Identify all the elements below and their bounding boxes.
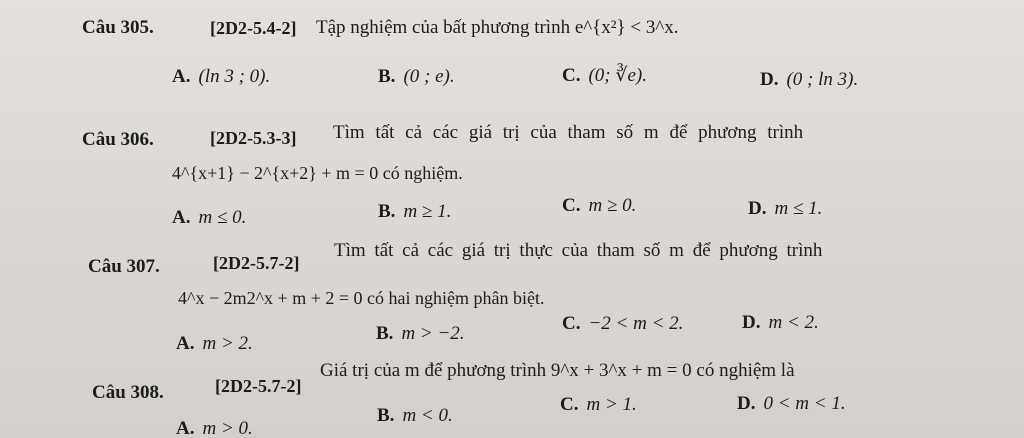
option-letter: A.	[176, 333, 195, 354]
option-letter: A.	[172, 207, 191, 228]
question-308-stem: Giá trị của m để phương trình 9^x + 3^x + m = 0 có nghiệm là	[320, 360, 795, 381]
option-letter: B.	[377, 405, 395, 426]
option-text: (ln 3 ; 0).	[198, 66, 271, 87]
option-text: m ≤ 0.	[198, 207, 247, 228]
question-305-stem: Tập nghiệm của bất phương trình e^{x²} < 3^x.	[316, 17, 679, 38]
option-text: (0 ; ln 3).	[786, 69, 859, 90]
option-text: m < 2.	[768, 312, 819, 333]
question-305-option-a	[172, 66, 270, 88]
question-307-option-b	[376, 323, 465, 345]
option-letter: D.	[742, 312, 761, 333]
question-307-option-a	[176, 333, 253, 355]
question-305-option-d	[760, 69, 858, 91]
question-306-equation-line: 4^{x+1} − 2^{x+2} + m = 0 có nghiệm.	[172, 163, 463, 183]
question-306-stem: Tìm tất cả các giá trị của tham số m để phương trình	[333, 122, 804, 143]
option-text: (0; ∛e).	[588, 65, 648, 86]
option-letter: C.	[562, 313, 581, 334]
option-letter: B.	[378, 66, 396, 87]
question-308-option-b	[377, 405, 453, 427]
question-308-tag: [2D2-5.7-2]	[215, 376, 302, 396]
question-305-number: Câu 305.	[82, 17, 154, 38]
option-text: −2 < m < 2.	[588, 313, 684, 334]
question-306-option-c	[562, 195, 636, 217]
question-307-stem: Tìm tất cả các giá trị thực của tham số m để phương trình	[334, 240, 823, 261]
question-307-number: Câu 307.	[88, 256, 160, 277]
question-307-tag: [2D2-5.7-2]	[213, 253, 300, 273]
question-308-option-c	[560, 394, 637, 416]
option-text: m > 0.	[202, 418, 253, 438]
option-text: m ≥ 0.	[588, 195, 637, 216]
option-letter: B.	[378, 201, 396, 222]
question-305-tag: [2D2-5.4-2]	[210, 18, 297, 38]
question-305-option-b	[378, 66, 455, 88]
option-letter: D.	[737, 393, 756, 414]
option-letter: C.	[560, 394, 579, 415]
option-letter: D.	[760, 69, 779, 90]
question-306-number: Câu 306.	[82, 129, 154, 150]
option-letter: C.	[562, 195, 581, 216]
option-text: m < 0.	[402, 405, 453, 426]
option-text: m > −2.	[401, 323, 465, 344]
option-text: 0 < m < 1.	[763, 393, 846, 414]
option-text: m > 2.	[202, 333, 253, 354]
option-text: m ≥ 1.	[403, 201, 452, 222]
option-letter: D.	[748, 198, 767, 219]
question-308-number: Câu 308.	[92, 382, 164, 403]
option-text: (0 ; e).	[403, 66, 455, 87]
question-307-equation-line: 4^x − 2m2^x + m + 2 = 0 có hai nghiệm phân biệt.	[178, 288, 545, 308]
option-letter: A.	[176, 418, 195, 438]
option-text: m > 1.	[586, 394, 637, 415]
question-308-option-d	[737, 393, 846, 415]
question-305-option-c	[562, 64, 647, 87]
question-306-option-d	[748, 198, 822, 220]
option-letter: A.	[172, 66, 191, 87]
option-text: m ≤ 1.	[774, 198, 823, 219]
question-306-option-b	[378, 201, 451, 223]
question-307-option-d	[742, 312, 819, 334]
option-letter: C.	[562, 65, 581, 86]
question-307-option-c	[562, 313, 683, 335]
question-308-option-a	[176, 418, 253, 438]
question-306-tag: [2D2-5.3-3]	[210, 128, 297, 148]
question-306-option-a	[172, 207, 246, 229]
option-letter: B.	[376, 323, 394, 344]
